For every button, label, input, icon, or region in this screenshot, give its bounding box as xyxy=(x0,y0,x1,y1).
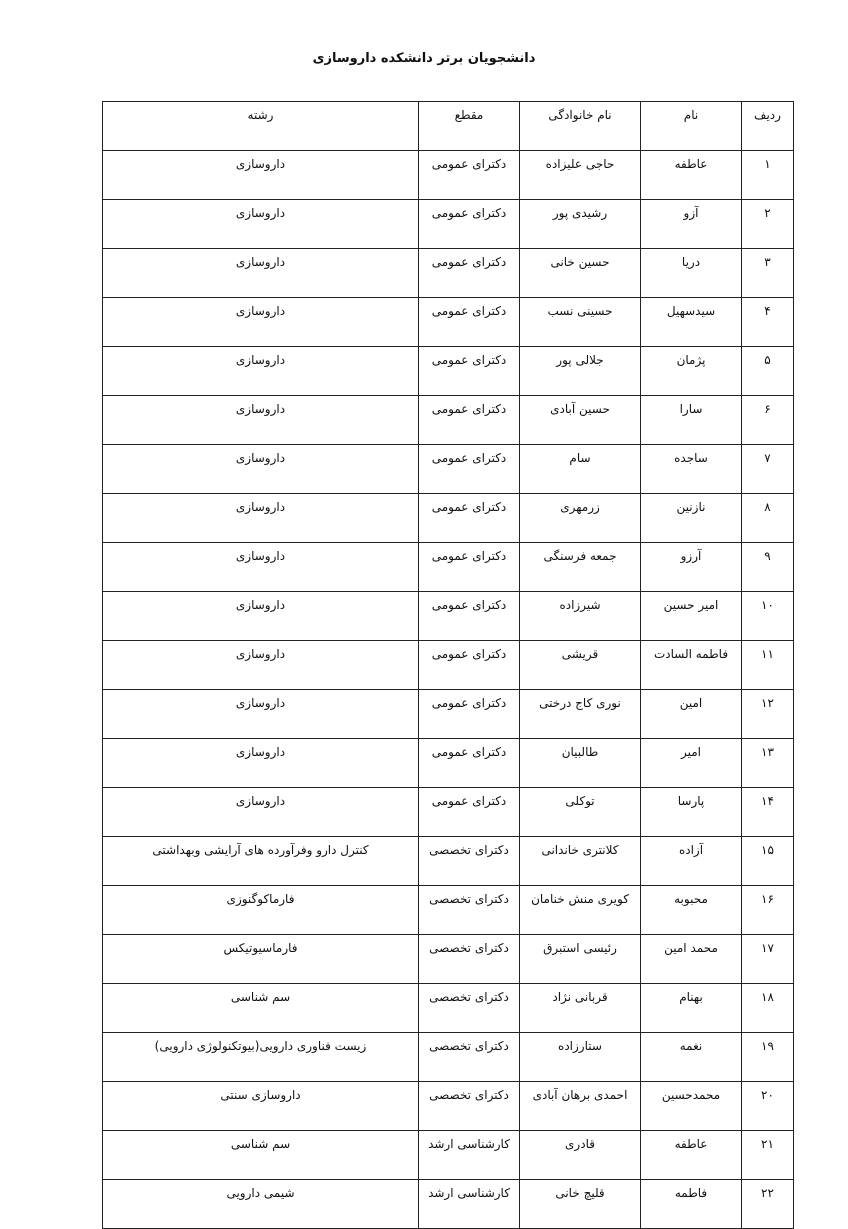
cell-last-name: حسینی نسب xyxy=(520,298,641,347)
table-row xyxy=(103,445,794,494)
cell-field: داروسازی سنتی xyxy=(103,1082,419,1131)
cell-index: ۲۰ xyxy=(742,1082,794,1131)
table-row xyxy=(103,788,794,837)
cell-level: دکترای عمومی xyxy=(419,200,520,249)
cell-index: ۱۲ xyxy=(742,690,794,739)
cell-field: سم شناسی xyxy=(103,1131,419,1180)
table-row xyxy=(103,1033,794,1082)
cell-field: شیمی دارویی xyxy=(103,1180,419,1229)
cell-index: ۱۰ xyxy=(742,592,794,641)
cell-field: داروسازی xyxy=(103,690,419,739)
cell-level: دکترای عمومی xyxy=(419,445,520,494)
cell-last-name: نوری کاج درختی xyxy=(520,690,641,739)
cell-last-name: حسین خانی xyxy=(520,249,641,298)
cell-index: ۸ xyxy=(742,494,794,543)
cell-first-name: امیر حسین xyxy=(641,592,742,641)
cell-first-name: عاطفه xyxy=(641,1131,742,1180)
students-table xyxy=(102,101,794,1229)
cell-last-name: حاجی علیزاده xyxy=(520,151,641,200)
cell-field: سم شناسی xyxy=(103,984,419,1033)
cell-index: ۱ xyxy=(742,151,794,200)
cell-level: دکترای عمومی xyxy=(419,592,520,641)
table-row xyxy=(103,690,794,739)
table-row xyxy=(103,739,794,788)
cell-first-name: بهنام xyxy=(641,984,742,1033)
table-row xyxy=(103,837,794,886)
cell-last-name: قربانی نژاد xyxy=(520,984,641,1033)
cell-level: دکترای عمومی xyxy=(419,494,520,543)
cell-level: دکترای عمومی xyxy=(419,641,520,690)
cell-first-name: عاطفه xyxy=(641,151,742,200)
cell-field: داروسازی xyxy=(103,396,419,445)
cell-field: داروسازی xyxy=(103,249,419,298)
cell-index: ۴ xyxy=(742,298,794,347)
cell-last-name: احمدی برهان آبادی xyxy=(520,1082,641,1131)
cell-index: ۱۸ xyxy=(742,984,794,1033)
cell-index: ۶ xyxy=(742,396,794,445)
cell-first-name: سیدسهیل xyxy=(641,298,742,347)
cell-level: دکترای عمومی xyxy=(419,298,520,347)
cell-last-name: قریشی xyxy=(520,641,641,690)
cell-index: ۲۱ xyxy=(742,1131,794,1180)
table-row xyxy=(103,1131,794,1180)
cell-field: داروسازی xyxy=(103,739,419,788)
cell-level: دکترای عمومی xyxy=(419,739,520,788)
cell-field: کنترل دارو وفرآورده های آرایشی وبهداشتی xyxy=(103,837,419,886)
cell-field: داروسازی xyxy=(103,543,419,592)
cell-field: داروسازی xyxy=(103,641,419,690)
cell-level: کارشناسی ارشد xyxy=(419,1131,520,1180)
cell-first-name: امیر xyxy=(641,739,742,788)
table-row xyxy=(103,1082,794,1131)
cell-index: ۹ xyxy=(742,543,794,592)
cell-field: داروسازی xyxy=(103,494,419,543)
cell-first-name: پارسا xyxy=(641,788,742,837)
cell-field: زیست فناوری دارویی(بیوتکنولوژی دارویی) xyxy=(103,1033,419,1082)
cell-field: داروسازی xyxy=(103,788,419,837)
cell-index: ۲ xyxy=(742,200,794,249)
table-row xyxy=(103,151,794,200)
cell-last-name: جلالی پور xyxy=(520,347,641,396)
header-field: رشته xyxy=(103,102,419,151)
table-header-row xyxy=(103,102,794,151)
table-row xyxy=(103,494,794,543)
cell-level: دکترای عمومی xyxy=(419,788,520,837)
cell-field: فارماکوگنوزی xyxy=(103,886,419,935)
cell-level: دکترای عمومی xyxy=(419,249,520,298)
cell-index: ۵ xyxy=(742,347,794,396)
cell-field: داروسازی xyxy=(103,445,419,494)
cell-level: دکترای عمومی xyxy=(419,151,520,200)
cell-last-name: طالبیان xyxy=(520,739,641,788)
cell-first-name: ساجده xyxy=(641,445,742,494)
cell-index: ۷ xyxy=(742,445,794,494)
cell-level: دکترای عمومی xyxy=(419,396,520,445)
cell-first-name: آزاده xyxy=(641,837,742,886)
table-row xyxy=(103,1180,794,1229)
cell-first-name: نغمه xyxy=(641,1033,742,1082)
cell-field: داروسازی xyxy=(103,592,419,641)
cell-index: ۱۴ xyxy=(742,788,794,837)
cell-level: کارشناسی ارشد xyxy=(419,1180,520,1229)
cell-first-name: محمدحسین xyxy=(641,1082,742,1131)
table-row xyxy=(103,935,794,984)
table-row xyxy=(103,347,794,396)
table-row xyxy=(103,396,794,445)
cell-level: دکترای عمومی xyxy=(419,347,520,396)
cell-first-name: فاطمه xyxy=(641,1180,742,1229)
header-last-name: نام خانوادگی xyxy=(520,102,641,151)
cell-level: دکترای تخصصی xyxy=(419,1033,520,1082)
table-row xyxy=(103,543,794,592)
cell-index: ۲۲ xyxy=(742,1180,794,1229)
cell-last-name: شیرزاده xyxy=(520,592,641,641)
table-row xyxy=(103,886,794,935)
cell-field: فارماسیوتیکس xyxy=(103,935,419,984)
cell-level: دکترای تخصصی xyxy=(419,935,520,984)
cell-level: دکترای عمومی xyxy=(419,690,520,739)
table-row xyxy=(103,641,794,690)
cell-last-name: رئیسی استبرق xyxy=(520,935,641,984)
cell-last-name: زرمهری xyxy=(520,494,641,543)
table-row xyxy=(103,200,794,249)
table-row xyxy=(103,298,794,347)
cell-index: ۱۷ xyxy=(742,935,794,984)
cell-level: دکترای تخصصی xyxy=(419,984,520,1033)
cell-first-name: محبوبه xyxy=(641,886,742,935)
header-first-name: نام xyxy=(641,102,742,151)
cell-field: داروسازی xyxy=(103,347,419,396)
cell-last-name: جمعه فرسنگی xyxy=(520,543,641,592)
cell-level: دکترای تخصصی xyxy=(419,837,520,886)
table-row xyxy=(103,249,794,298)
cell-last-name: کویری منش خنامان xyxy=(520,886,641,935)
cell-field: داروسازی xyxy=(103,151,419,200)
cell-level: دکترای تخصصی xyxy=(419,1082,520,1131)
cell-last-name: قلیچ خانی xyxy=(520,1180,641,1229)
cell-last-name: حسین آبادی xyxy=(520,396,641,445)
cell-index: ۱۹ xyxy=(742,1033,794,1082)
table-row xyxy=(103,592,794,641)
cell-last-name: کلانتری خاندانی xyxy=(520,837,641,886)
table-body xyxy=(103,151,794,1229)
cell-first-name: آزو xyxy=(641,200,742,249)
cell-first-name: نازنین xyxy=(641,494,742,543)
cell-first-name: سارا xyxy=(641,396,742,445)
cell-last-name: سام xyxy=(520,445,641,494)
cell-index: ۱۶ xyxy=(742,886,794,935)
cell-index: ۱۱ xyxy=(742,641,794,690)
cell-level: دکترای عمومی xyxy=(419,543,520,592)
cell-level: دکترای تخصصی xyxy=(419,886,520,935)
cell-first-name: محمد امین xyxy=(641,935,742,984)
document-title: دانشجویان برتر دانشکده داروسازی xyxy=(312,51,536,66)
cell-field: داروسازی xyxy=(103,200,419,249)
cell-last-name: توکلی xyxy=(520,788,641,837)
cell-index: ۱۵ xyxy=(742,837,794,886)
table-row xyxy=(103,984,794,1033)
cell-index: ۱۳ xyxy=(742,739,794,788)
cell-last-name: ستارزاده xyxy=(520,1033,641,1082)
cell-field: داروسازی xyxy=(103,298,419,347)
cell-first-name: پژمان xyxy=(641,347,742,396)
cell-last-name: قادری xyxy=(520,1131,641,1180)
cell-index: ۳ xyxy=(742,249,794,298)
header-index: ردیف xyxy=(742,102,794,151)
cell-first-name: امین xyxy=(641,690,742,739)
header-level: مقطع xyxy=(419,102,520,151)
cell-first-name: آرزو xyxy=(641,543,742,592)
cell-first-name: فاطمه السادت xyxy=(641,641,742,690)
cell-last-name: رشیدی پور xyxy=(520,200,641,249)
cell-first-name: دریا xyxy=(641,249,742,298)
